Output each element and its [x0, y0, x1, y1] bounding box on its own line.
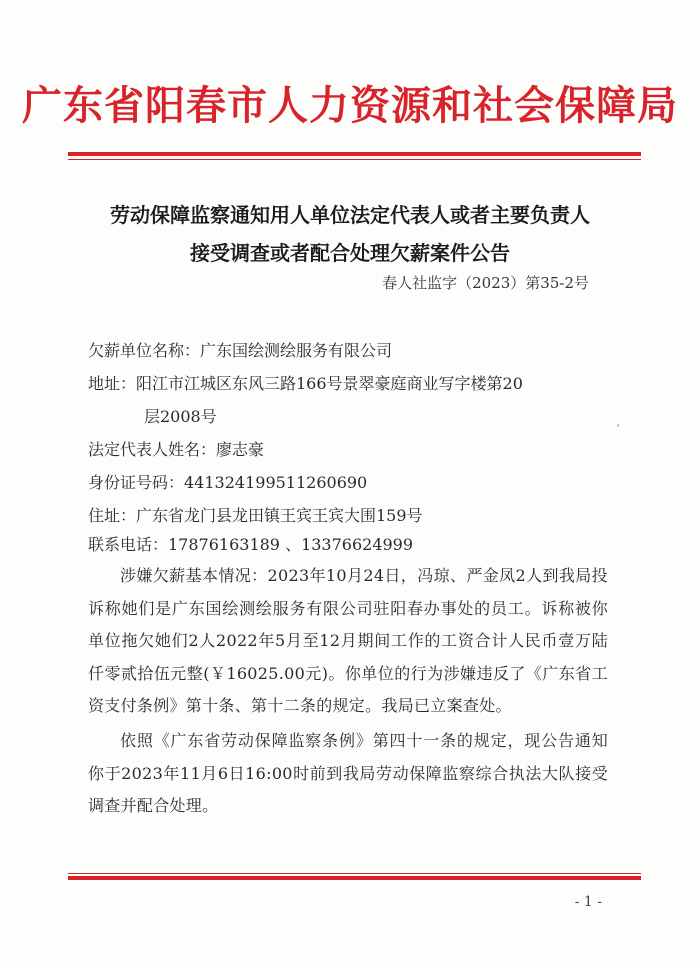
case-details [88, 560, 608, 823]
address-line2: 层2008号 [144, 407, 217, 426]
notice-title-line1: 劳动保障监察通知用人单位法定代表人或者主要负责人 [110, 203, 590, 227]
footer-rule-thick [68, 876, 641, 880]
document-number: 春人社监字（2023）第35-2号 [382, 274, 589, 292]
address-line1: 地址：阳江市江城区东风三路166号景翠豪庭商业写字楼第20 [88, 374, 523, 393]
header-rule-thick [68, 152, 641, 156]
case-paragraph: 涉嫌欠薪基本情况：2023年10月24日，冯琼、严金凤2人到我局投诉称她们是广东国绘测绘服务有限公司驻阳春办事处的员工。诉称被你单位拖欠她们2人2022年5月至12月期间工作的工资合计人民币壹万陆仟零贰拾伍元整(￥16025.00元)。你单位的行为涉嫌违反了《广东省工资支付条例》第十条、第十二条的规定。我局已立案查处。 [88, 566, 608, 716]
notice-title-line2: 接受调查或者配合处理欠薪案件公告 [190, 241, 510, 265]
page-number: - 1 - [574, 894, 602, 910]
agency-header: 广东省阳春市人力资源和社会保障局 [22, 82, 678, 129]
notice-title [0, 196, 700, 272]
scan-speck [617, 424, 619, 427]
notice-paragraph: 依照《广东省劳动保障监察条例》第四十一条的规定，现公告通知你于2023年11月6日16:00时前到我局劳动保障监察综合执法大队接受调查并配合处理。 [88, 730, 608, 816]
defendant-info [88, 334, 608, 561]
header-rule-thin [68, 159, 641, 160]
contact-phone: 联系电话：17876163189 、13376624999 [88, 535, 414, 554]
id-number: 身份证号码：441324199511260690 [88, 473, 368, 492]
company-name: 欠薪单位名称：广东国绘测绘服务有限公司 [88, 341, 393, 360]
legal-representative: 法定代表人姓名：廖志豪 [88, 440, 265, 459]
residence-address: 住址：广东省龙门县龙田镇王宾王宾大围159号 [88, 506, 423, 525]
footer-rule-thin [68, 873, 641, 874]
